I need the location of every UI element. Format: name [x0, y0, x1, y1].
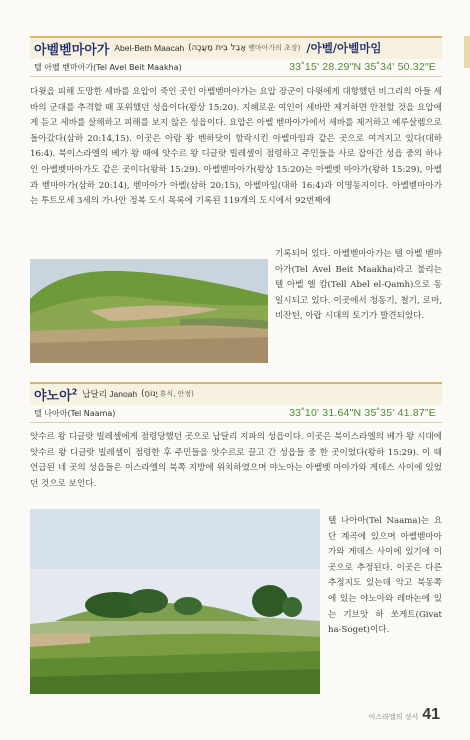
- entry-hebrew-name: (אָבֵל בֵּית מַעֲכָה: [188, 43, 247, 53]
- entry-title: 야노아$^2$: [34, 387, 78, 404]
- entry-alt-names: /아벨/아벨마임: [306, 41, 382, 55]
- entry-paragraph: 앗수르 왕 디글랏 빌레셀에게 점령당했던 곳으로 납달리 지파의 성읍이다. 이곳은 북이스라엘의 베가 왕 시대에 앗수르 왕 디글랏 빌레셀이 점령한 후 주민들을 앗수르로 끌고 간 성읍들 중 한 곳이었다(왕하 15:29). 이 때 언급된 네 곳의 성읍들은 이스라엘의 북쪽 지방에 위치하였으며 야노아는 아벨벳 마아가와 게데스 사이에 있었던 것으로 보인다.: [30, 432, 442, 489]
- footer-book-title: 이스라엘의 성서: [368, 713, 419, 721]
- entry-hebrew-name: (יָנוֹחַ: [141, 389, 158, 399]
- entry-paragraph: 다윗을 피해 도망한 세바를 요압이 죽인 곳인 아벨벧마아가는 요압 장군이 다윗에게 대항했던 비그리의 아들 세바의 군대를 추격할 때 포위했던 성읍이다(왕상 15:20). 지혜로운 여인이 세바만 제거하면 안전할 것을 요압에게 듣고 세바를 살해하고 피해를 보지 않은 성읍이다. 요압은 아벨 벧마아가에서 세바를 제거하고 예루살렘으로 돌아갔다(삼하 20:14,15). 이곳은 아람 왕 벤하닷이 함락시킨 아벨마임과 같은 곳으로 여겨지고 있다(대하 16:4). 북이스라엘의 베가 왕 때에 앗수르 왕 디글랏 빌레셀이 점령하고 주민들을 사로 잡아간 성읍 중의 하나인 아벨벳마아가도 같은 곳이다(왕하 15:29). 아벨벧마아가(왕상 15:20)는 아벨벳 마아가(왕하 15:29), 아벨과 벧마아가(삼하 20:14), 벧마아가 아벨(삼하 20:15), 아벨마임(대하 16:4)과 이명동지이다. 아벨벧마아가는 투트모세 3세의 가나안 정복 도시 목록에 기록된 119개의 도시에서 92번째에: [30, 87, 442, 207]
- entry-english-name: 납달리 Janoah: [82, 389, 138, 399]
- entry-title-row: [30, 38, 442, 58]
- entry-coordinates: 33˚10' 31.64"N 35˚35' 41.87"E: [289, 407, 436, 419]
- entry-title-row: [30, 384, 442, 404]
- entry-location-row: [30, 58, 442, 77]
- entry-tel-name: 텔 아벨 벧마아가(Tel Avel Beit Maakha): [34, 62, 182, 72]
- entry-coordinates: 33˚15' 28.29"N 35˚34' 50.32"E: [289, 61, 436, 73]
- entry-hebrew-gloss: 벧마아가의 초장): [248, 44, 301, 52]
- entry-location-row: [30, 404, 442, 423]
- abel-beth-maacah-photo: [30, 259, 268, 363]
- page-edge-tab: [464, 36, 470, 68]
- entry-hebrew-gloss: 휴식, 안정): [159, 390, 194, 398]
- entry-header-janoah: [30, 382, 442, 423]
- entry-header-abel-beth-maacah: [30, 36, 442, 77]
- page-number: 41: [422, 706, 440, 723]
- entry-paragraph-wrap: 텔 나아마(Tel Naama)는 요단 계곡에 있으며 아벨벧마아가와 게데스 사이에 있기에 이곳으로 추정된다. 이곳은 다른 추정지도 있는데 악고 북동쪽에 있는 야노아와 레바논에 있는 기브앗 하 쏘게트(Givat ha-Soget)이다.: [328, 516, 442, 636]
- entry-superscript: 2: [71, 387, 78, 397]
- entry-paragraph-wrap: 기록되어 있다. 아벨벧마아가는 텔 아벨 벧마아가(Tel Avel Beit Maakha)라고 불리는 텔 아벨 엘 캄(Tell Abel el-Qamh)으로 동일시되고 있다. 이곳에서 청동기, 철기, 로마, 비잔틴, 아랍 시대의 토기가 발견되었다.: [275, 249, 442, 322]
- entry-title: 아벨벧마아가: [34, 42, 110, 58]
- entry-tel-name: 텔 나아마(Tel Naama): [34, 408, 116, 418]
- page-footer: [369, 706, 440, 724]
- janoah-photo: [30, 509, 320, 694]
- entry-english-name: Abel-Beth Maacah: [114, 43, 185, 53]
